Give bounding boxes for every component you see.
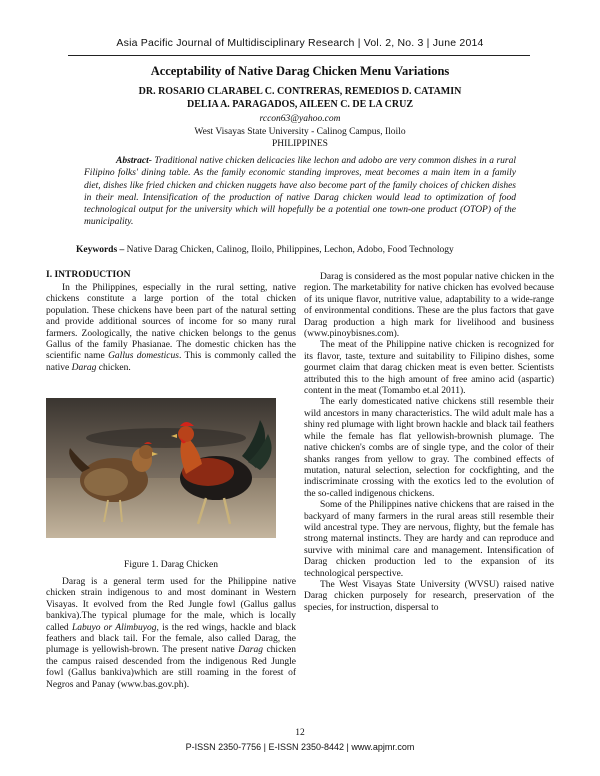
footer-issn: P-ISSN 2350-7756 | E-ISSN 2350-8442 | www.apjmr.com (185, 742, 415, 752)
authors (0, 86, 600, 111)
species-name: Gallus domesticus (108, 351, 179, 362)
abstract-label: Abstract- (116, 156, 152, 166)
page-number: 12 (295, 728, 305, 738)
paragraph: Darag is a general term used for the Philippine native chicken strain indigenous to and most dominant in Western Visayas. It evolved from the Red Jungle fowl (Gallus gallus bankiva).The typical plumage for the male, which is locally called Labuyo or Alimbuyog, is the red wings, hackle and black feathers and black tail. For the female, also called Darag, the plumage is yellowish-brown. The present native Darag chicken the campus raised descended from the indigenous Red Jungle fowl (Gallus bankiva)which are still roaming in the forest of Negros and Panay (www.bas.gov.ph). (46, 577, 297, 690)
paragraph: Darag is considered as the most popular native chicken in the region. The marketability for native chicken has evolved because of its unique flavor, nutritive value, adaptability to a wide-range of environmental conditions. These are the plus factors that gave Darag production a high mark for livelihood and business (www.pinoybisnes.com). (304, 272, 554, 340)
affiliation-block (0, 126, 600, 150)
paragraph: The West Visayas State University (WVSU) raised native Darag chicken purposely for research, preservation of the species, for instruction, dispersal to (304, 579, 554, 613)
paragraph: Some of the Philippines native chickens that are raised in the backyard of many farmers in the rural areas still resemble their wild ancestral type. They are nervous, flighty, but the female has strong maternal instincts. They are hardy and can reproduce and survive with minimal care and management. Intensification of Darag chicken production led to the expansion of its technological perspective. (304, 500, 554, 579)
darag-term: Darag (238, 645, 263, 656)
keywords-text: Native Darag Chicken, Calinog, Iloilo, Philippines, Lechon, Adobo, Food Technology (124, 245, 454, 255)
country: PHILIPPINES (272, 139, 328, 149)
paper-title: Acceptability of Native Darag Chicken Menu Variations (150, 64, 450, 78)
authors-line-1: DR. ROSARIO CLARABEL C. CONTRERAS, REMEDIOS D. CATAMIN (138, 86, 462, 97)
paragraph: The early domesticated native chickens still resemble their wild ancestors in many characteristics. The wild adult male has a shiny red plumage with light brown hackle and black tail feathers while the female has flat yellowish-brownish plumage. The native chicken's combs are of single type, and the color of their shanks ranges from yellow to gray. The combined effects of mutation, natural selection, selection for cockfighting, and the indiscriminate crossing with the exotics led to the evolution of the so-called indigenous chickens. (304, 397, 554, 499)
section-heading-introduction: I. INTRODUCTION (46, 270, 131, 280)
author-email: rccon63@yahoo.com (259, 114, 341, 124)
abstract (84, 155, 516, 229)
left-column-bottom (46, 577, 296, 691)
right-column (304, 272, 554, 614)
darag-chicken-photo (46, 398, 276, 538)
figure-caption: Figure 1. Darag Chicken (124, 560, 218, 570)
paragraph: In the Philippines, especially in the rural setting, native chickens constitute a large portion of the total chicken population. These chickens have been part of the natural setting and provide additional sources of income for so many rural farmers. Zoologically, the native chicken belongs to the genus Gallus of the family Phasianae. The domestic chicken has the scientific name Gallus domesticus. This is commonly called the native Darag chicken. (46, 283, 296, 373)
keywords (76, 245, 526, 255)
journal-header: Asia Pacific Journal of Multidisciplinary Research | Vol. 2, No. 3 | June 2014 (116, 37, 484, 49)
abstract-text: Traditional native chicken delicacies like lechon and adobo are very common dishes in a rural Filipino folks' dining table. As the family economic standing improves, meat becomes a main item in a family diet, dishes like fried chicken and chicken nuggets have also become part of the family choices of chicken dishes in their meal. Intensification of the production of native Darag chicken would lead to optimization of food technological output for the university which will hopefully be a potential one town-one product (OTOP) of the municipality. (84, 156, 516, 228)
affiliation: West Visayas State University - Calinog Campus, Iloilo (194, 127, 406, 137)
left-column-top (46, 283, 296, 374)
header-rule (68, 55, 530, 56)
paragraph: The meat of the Philippine native chicken is recognized for its flavor, taste, texture and suitability to Filipino dishes, some gourmet claim that darag chicken meat is even better. Scientists attributed this to the high amount of free amino acid (aspartic) content in the meat (Tomambo et.al 2011). (304, 340, 554, 397)
authors-line-2: DELIA A. PARAGADOS, AILEEN C. DE LA CRUZ (187, 98, 413, 110)
local-male-name: Labuyo or Alimbuyog (71, 622, 157, 633)
darag-term: Darag (71, 362, 97, 373)
keywords-label: Keywords – (76, 245, 125, 255)
chicken-illustration (46, 398, 276, 538)
